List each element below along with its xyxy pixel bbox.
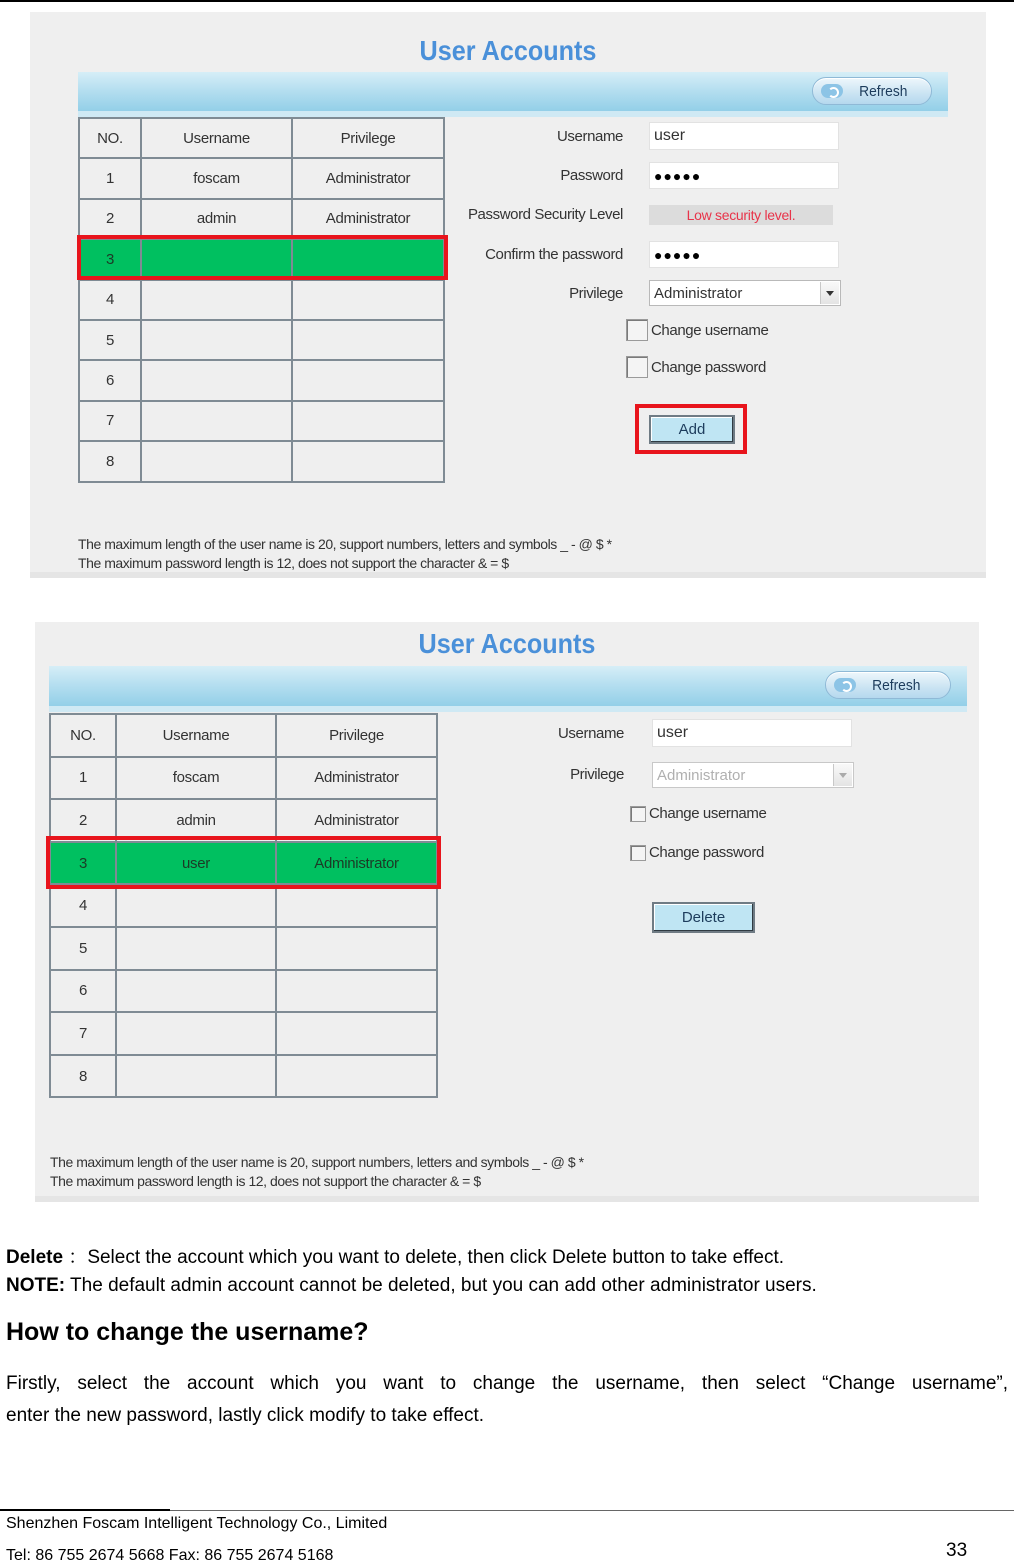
cell-privilege bbox=[276, 927, 437, 970]
password-label: Password bbox=[560, 167, 623, 184]
privilege-selected-value: Administrator bbox=[657, 766, 746, 784]
confirm-password-input[interactable]: ●●●●● bbox=[649, 241, 839, 268]
table-row[interactable] bbox=[79, 401, 444, 441]
username-input[interactable]: user bbox=[652, 719, 852, 747]
accounts-table bbox=[78, 117, 445, 483]
panel-bottom-strip bbox=[35, 1196, 979, 1202]
user-accounts-add-screenshot bbox=[30, 12, 986, 578]
username-label: Username bbox=[557, 128, 623, 145]
cell-privilege bbox=[292, 401, 444, 441]
refresh-button[interactable] bbox=[812, 77, 932, 105]
change-password-option[interactable] bbox=[626, 356, 766, 378]
note-term: NOTE: bbox=[6, 1275, 66, 1296]
cell-username bbox=[141, 239, 292, 279]
username-input[interactable]: user bbox=[649, 122, 839, 150]
username-label: Username bbox=[558, 725, 624, 742]
cell-privilege: Administrator bbox=[276, 799, 437, 842]
cell-privilege bbox=[292, 239, 444, 279]
table-row[interactable] bbox=[50, 1055, 437, 1098]
cell-no: 4 bbox=[50, 884, 116, 927]
table-row-selected[interactable] bbox=[79, 239, 444, 279]
delete-separator: ： bbox=[63, 1247, 88, 1268]
footer-contact: Tel: 86 755 2674 5668 Fax: 86 755 2674 5168 bbox=[6, 1547, 334, 1563]
chevron-down-icon bbox=[833, 764, 852, 786]
confirm-password-label: Confirm the password bbox=[485, 246, 623, 263]
change-username-label: Change username bbox=[651, 321, 769, 339]
add-button[interactable]: Add bbox=[649, 415, 735, 444]
toolbar-bar bbox=[49, 666, 967, 712]
table-row[interactable] bbox=[50, 927, 437, 970]
cell-no: 5 bbox=[79, 320, 141, 360]
user-accounts-delete-screenshot bbox=[35, 622, 979, 1202]
cell-no: 5 bbox=[50, 927, 116, 970]
column-header-no: NO. bbox=[79, 118, 141, 158]
cell-username bbox=[116, 970, 276, 1013]
cell-username bbox=[141, 280, 292, 320]
cell-username bbox=[116, 884, 276, 927]
cell-no: 2 bbox=[79, 199, 141, 239]
cell-username bbox=[141, 360, 292, 400]
cell-privilege bbox=[276, 1055, 437, 1098]
cell-username bbox=[116, 1055, 276, 1098]
section-heading: How to change the username? bbox=[6, 1318, 369, 1346]
cell-no: 8 bbox=[79, 441, 141, 481]
table-row[interactable] bbox=[50, 799, 437, 842]
change-username-checkbox[interactable] bbox=[626, 319, 648, 341]
cell-no: 3 bbox=[79, 239, 141, 279]
cell-no: 3 bbox=[50, 842, 116, 885]
table-row[interactable] bbox=[50, 1012, 437, 1055]
change-password-checkbox[interactable] bbox=[630, 845, 646, 861]
refresh-label: Refresh bbox=[859, 82, 908, 100]
username-rule: The maximum length of the user name is 20, support numbers, letters and symbols _ - @ $ * bbox=[78, 536, 612, 552]
panel-title: User Accounts bbox=[419, 35, 597, 66]
cell-no: 6 bbox=[79, 360, 141, 400]
cell-username: admin bbox=[116, 799, 276, 842]
footer-company: Shenzhen Foscam Intelligent Technology Co., Limited bbox=[6, 1515, 388, 1532]
cell-privilege: Administrator bbox=[292, 199, 444, 239]
cell-username bbox=[116, 1012, 276, 1055]
cell-username: foscam bbox=[116, 757, 276, 800]
cell-privilege bbox=[292, 320, 444, 360]
table-row[interactable] bbox=[50, 884, 437, 927]
privilege-label: Privilege bbox=[570, 766, 624, 783]
delete-instruction bbox=[6, 1242, 784, 1269]
cell-privilege bbox=[292, 360, 444, 400]
cell-no: 7 bbox=[79, 401, 141, 441]
cell-no: 1 bbox=[50, 757, 116, 800]
refresh-icon bbox=[821, 84, 843, 98]
refresh-label: Refresh bbox=[872, 676, 921, 694]
refresh-button[interactable] bbox=[825, 671, 951, 699]
table-row[interactable] bbox=[79, 320, 444, 360]
table-row[interactable] bbox=[79, 441, 444, 481]
table-row[interactable] bbox=[79, 199, 444, 239]
panel-title: User Accounts bbox=[418, 628, 596, 659]
password-input[interactable]: ●●●●● bbox=[649, 162, 839, 189]
cell-privilege bbox=[292, 280, 444, 320]
change-username-label: Change username bbox=[649, 805, 767, 822]
note-description: The default admin account cannot be deleted, but you can add other administrator users. bbox=[65, 1275, 817, 1296]
page-number: 33 bbox=[946, 1540, 968, 1561]
paragraph-line-1: Firstly, select the account which you want to change the username, then select “Change username”, bbox=[6, 1373, 1008, 1394]
table-header-row bbox=[79, 118, 444, 158]
refresh-icon bbox=[834, 678, 856, 692]
page-top-rule bbox=[0, 0, 1014, 2]
cell-username bbox=[141, 320, 292, 360]
cell-no: 1 bbox=[79, 158, 141, 198]
cell-username: foscam bbox=[141, 158, 292, 198]
table-row[interactable] bbox=[50, 757, 437, 800]
input-rules-note bbox=[50, 1153, 584, 1191]
toolbar-bar bbox=[78, 72, 948, 117]
cell-no: 7 bbox=[50, 1012, 116, 1055]
cell-privilege bbox=[292, 441, 444, 481]
privilege-label: Privilege bbox=[569, 285, 623, 302]
cell-privilege: Administrator bbox=[276, 842, 437, 885]
change-password-label: Change password bbox=[649, 844, 764, 861]
privilege-select bbox=[652, 762, 854, 788]
cell-privilege: Administrator bbox=[276, 757, 437, 800]
cell-privilege bbox=[276, 1012, 437, 1055]
cell-username bbox=[141, 441, 292, 481]
change-username-option[interactable] bbox=[626, 319, 768, 341]
cell-privilege bbox=[276, 970, 437, 1013]
column-header-privilege: Privilege bbox=[276, 714, 437, 757]
column-header-privilege: Privilege bbox=[292, 118, 444, 158]
change-password-option[interactable] bbox=[630, 844, 764, 861]
delete-description: Select the account which you want to delete, then click Delete button to take effect. bbox=[87, 1247, 785, 1268]
password-rule: The maximum password length is 12, does not support the character & = $ bbox=[50, 1173, 481, 1189]
delete-button[interactable]: Delete bbox=[652, 902, 755, 933]
table-row[interactable] bbox=[79, 280, 444, 320]
change-username-option[interactable] bbox=[630, 805, 766, 822]
username-rule: The maximum length of the user name is 20, support numbers, letters and symbols _ - @ $ * bbox=[50, 1154, 584, 1170]
cell-username bbox=[141, 401, 292, 441]
password-rule: The maximum password length is 12, does not support the character & = $ bbox=[78, 555, 509, 571]
paragraph-line-2: enter the new password, lastly click modify to take effect. bbox=[6, 1405, 485, 1426]
cell-username bbox=[116, 927, 276, 970]
table-header-row bbox=[50, 714, 437, 757]
cell-no: 8 bbox=[50, 1055, 116, 1098]
cell-no: 4 bbox=[79, 280, 141, 320]
footer-divider-accent bbox=[0, 1509, 170, 1511]
change-username-checkbox[interactable] bbox=[630, 806, 646, 822]
cell-privilege bbox=[276, 884, 437, 927]
cell-privilege: Administrator bbox=[292, 158, 444, 198]
password-security-indicator: Low security level. bbox=[649, 205, 833, 225]
change-password-label: Change password bbox=[651, 358, 766, 376]
privilege-select[interactable] bbox=[649, 280, 841, 306]
input-rules-note bbox=[78, 535, 612, 573]
password-security-label: Password Security Level bbox=[467, 206, 623, 223]
table-row[interactable] bbox=[79, 158, 444, 198]
table-row[interactable] bbox=[79, 360, 444, 400]
cell-username: admin bbox=[141, 199, 292, 239]
table-row-selected[interactable] bbox=[50, 842, 437, 885]
privilege-selected-value: Administrator bbox=[654, 284, 743, 302]
table-row[interactable] bbox=[50, 970, 437, 1013]
accounts-table bbox=[49, 713, 438, 1098]
column-header-username: Username bbox=[116, 714, 276, 757]
change-password-checkbox[interactable] bbox=[626, 356, 648, 378]
column-header-no: NO. bbox=[50, 714, 116, 757]
panel-bottom-strip bbox=[30, 572, 986, 578]
column-header-username: Username bbox=[141, 118, 292, 158]
chevron-down-icon bbox=[820, 282, 839, 304]
note-paragraph bbox=[6, 1275, 817, 1297]
cell-no: 6 bbox=[50, 970, 116, 1013]
delete-term: Delete bbox=[6, 1247, 64, 1268]
cell-username: user bbox=[116, 842, 276, 885]
cell-no: 2 bbox=[50, 799, 116, 842]
